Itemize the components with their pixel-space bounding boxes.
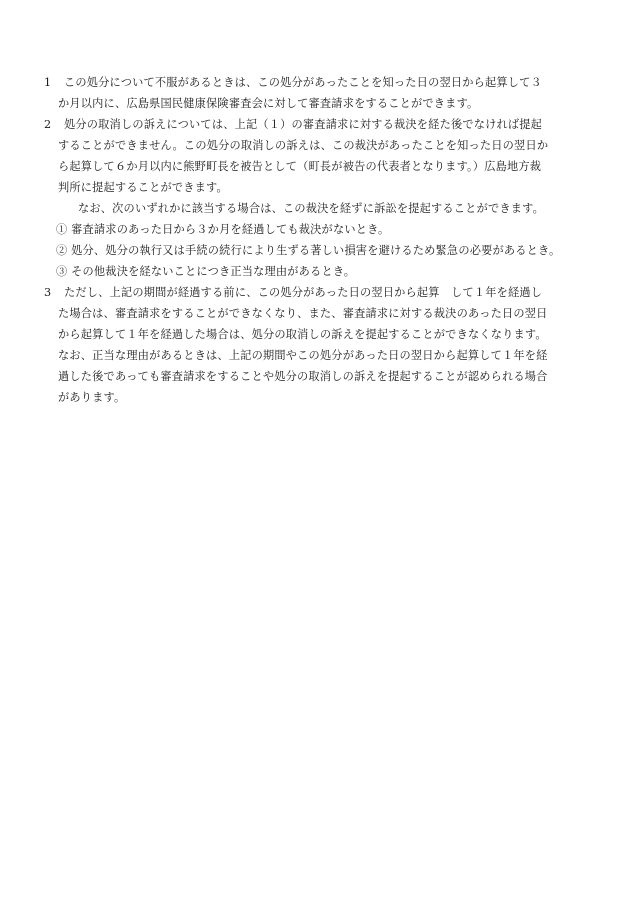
- item-text-line: 過した後であっても審査請求をすることや処分の取消しの訴えを提起することが認められる場合: [58, 370, 548, 383]
- item-text-line: ただし、上記の期間が経過する前に、この処分があった日の翌日から起算 して１年を経過し: [64, 286, 543, 299]
- item-text-line: することができません。この処分の取消しの訴えは、この裁決があったことを知った日の翌日か: [58, 139, 549, 152]
- sub-item: ③ その他裁決を経ないことにつき正当な理由があるとき。: [56, 265, 356, 278]
- item-text-line: から起算して１年を経過した場合は、処分の取消しの訴えを提起することができなくなります。: [58, 328, 547, 341]
- item-number: 1: [44, 76, 52, 89]
- item-number: 3: [44, 286, 52, 299]
- sub-item: ① 審査請求のあった日から３か月を経過しても裁決がないとき。: [56, 223, 390, 236]
- item-text-line: があります。: [58, 391, 126, 404]
- item-text-line: ら起算して６か月以内に熊野町長を被告として（町長が被告の代表者となります。）広島地方裁: [58, 160, 542, 173]
- item-1: [44, 72, 604, 114]
- item-3: [44, 282, 604, 408]
- item-text-line: なお、正当な理由があるときは、上記の期間やこの処分があった日の翌日から起算して１年を経: [58, 349, 548, 362]
- item-text-line: 処分の取消しの訴えについては、上記（１）の審査請求に対する裁決を経た後でなければ提起: [64, 118, 543, 131]
- sub-item: ② 処分、処分の執行又は手続の続行により生ずる著しい損害を避けるため緊急の必要があるとき。: [56, 244, 561, 257]
- item-2: [44, 114, 604, 282]
- item-text-line: た場合は、審査請求をすることができなくなり、また、審査請求に対する裁決のあった日の翌日: [58, 307, 548, 320]
- item-text-line: この処分について不服があるときは、この処分があったことを知った日の翌日から起算して３: [64, 76, 542, 89]
- item-note: なお、次のいずれかに該当する場合は、この裁決を経ずに訴訟を提起することができます。: [78, 202, 544, 215]
- notice-document: [44, 72, 604, 408]
- item-number: 2: [44, 118, 52, 131]
- item-text-line: か月以内に、広島県国民健康保険審査会に対して審査請求をすることができます。: [58, 97, 479, 110]
- item-text-line: 判所に提起することができます。: [58, 181, 228, 194]
